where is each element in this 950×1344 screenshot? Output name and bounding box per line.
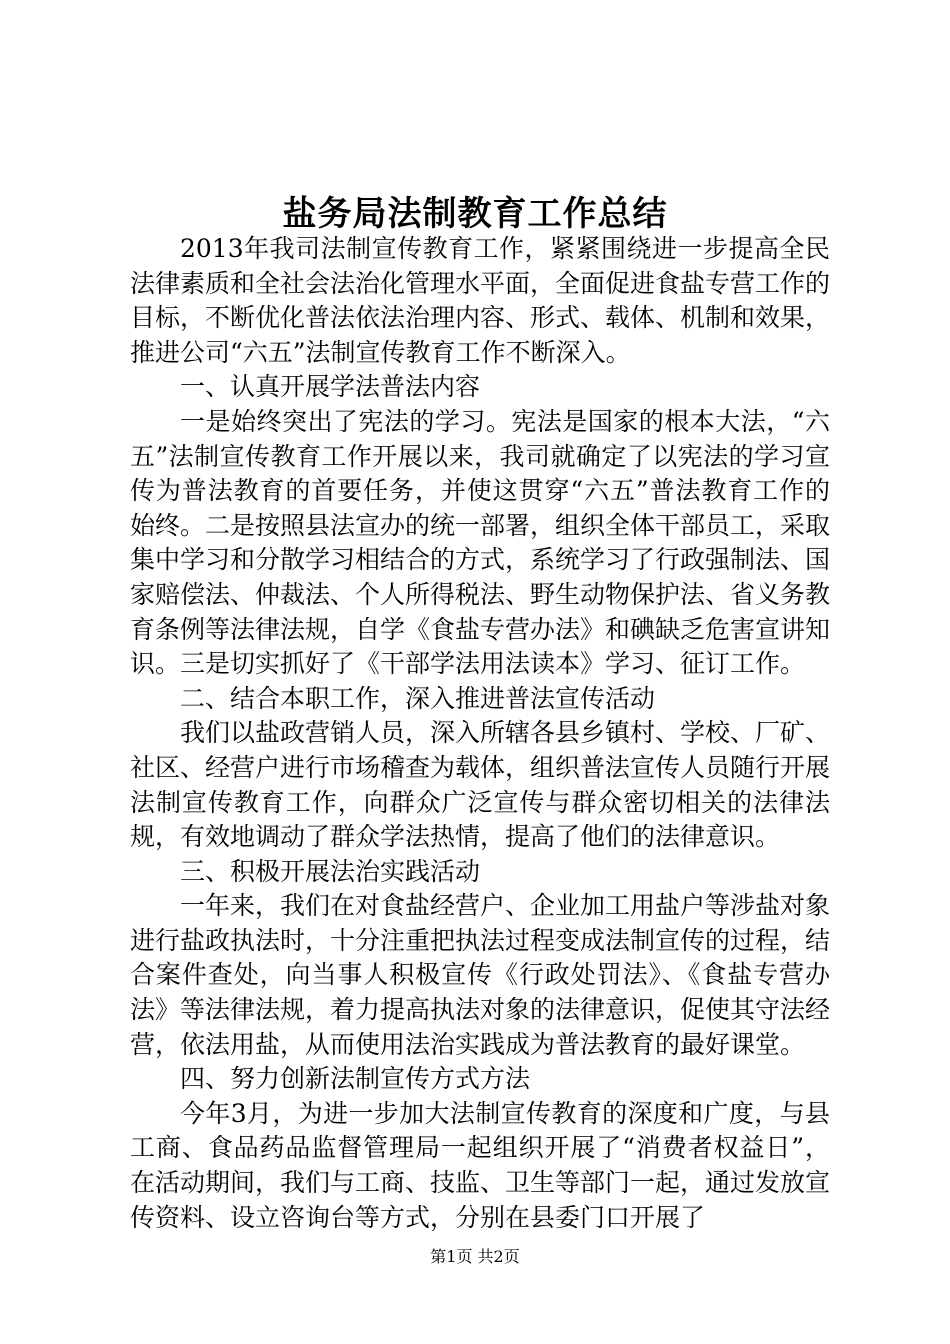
paragraph-intro: 2013年我司法制宣传教育工作，紧紧围绕进一步提高全民法律素质和全社会法治化管理水平面，全面促进食盐专营工作的目标，不断优化普法依法治理内容、形式、载体、机制和效果，推进公司“六五”法制宣传教育工作不断深入。: [130, 234, 831, 367]
document-title: 盐务局法制教育工作总结: [282, 194, 668, 234]
paragraph-section-3: 一年来，我们在对食盐经营户、企业加工用盐户等涉盐对象进行盐政执法时，十分注重把执法过程变成法制宣传的过程，结合案件查处，向当事人积极宣传《行政处罚法》、《食盐专营办法》等法律法规，着力提高执法对象的法律意识，促使其守法经营，依法用盐，从而使用法治实践成为普法教育的最好课堂。: [130, 891, 831, 1059]
paragraph-section-2: 我们以盐政营销人员，深入所辖各县乡镇村、学校、厂矿、社区、经营户进行市场稽查为载体，组织普法宣传人员随行开展法制宣传教育工作，向群众广泛宣传与群众密切相关的法律法规，有效地调动了群众学法热情，提高了他们的法律意识。: [130, 718, 831, 852]
page-number-footer: 第1页 共2页: [430, 1247, 520, 1266]
section-heading-1: 一、认真开展学法普法内容: [180, 372, 481, 402]
section-heading-2: 二、结合本职工作，深入推进普法宣传活动: [180, 683, 656, 713]
paragraph-section-4: 今年3月，为进一步加大法制宣传教育的深度和广度，与县工商、食品药品监督管理局一起组织开展了“消费者权益日”，在活动期间，我们与工商、技监、卫生等部门一起，通过发放宣传资料、设立咨询台等方式，分别在县委门口开展了: [130, 1098, 831, 1232]
section-heading-3: 三、积极开展法治实践活动: [180, 856, 481, 886]
document-body: [130, 232, 830, 1235]
paragraph-section-1: 一是始终突出了宪法的学习。宪法是国家的根本大法，“六五”法制宣传教育工作开展以来，我司就确定了以宪法的学习宣传为普法教育的首要任务，并使这贯穿“六五”普法教育工作的始终。二是按照县法宣办的统一部署，组织全体干部员工，采取集中学习和分散学习相结合的方式，系统学习了行政强制法、国家赔偿法、仲裁法、个人所得税法、野生动物保护法、省义务教育条例等法律法规，自学《食盐专营办法》和碘缺乏危害宣讲知识。三是切实抓好了《干部学法用法读本》学习、征订工作。: [130, 406, 831, 679]
section-heading-4: 四、努力创新法制宣传方式方法: [180, 1064, 531, 1094]
